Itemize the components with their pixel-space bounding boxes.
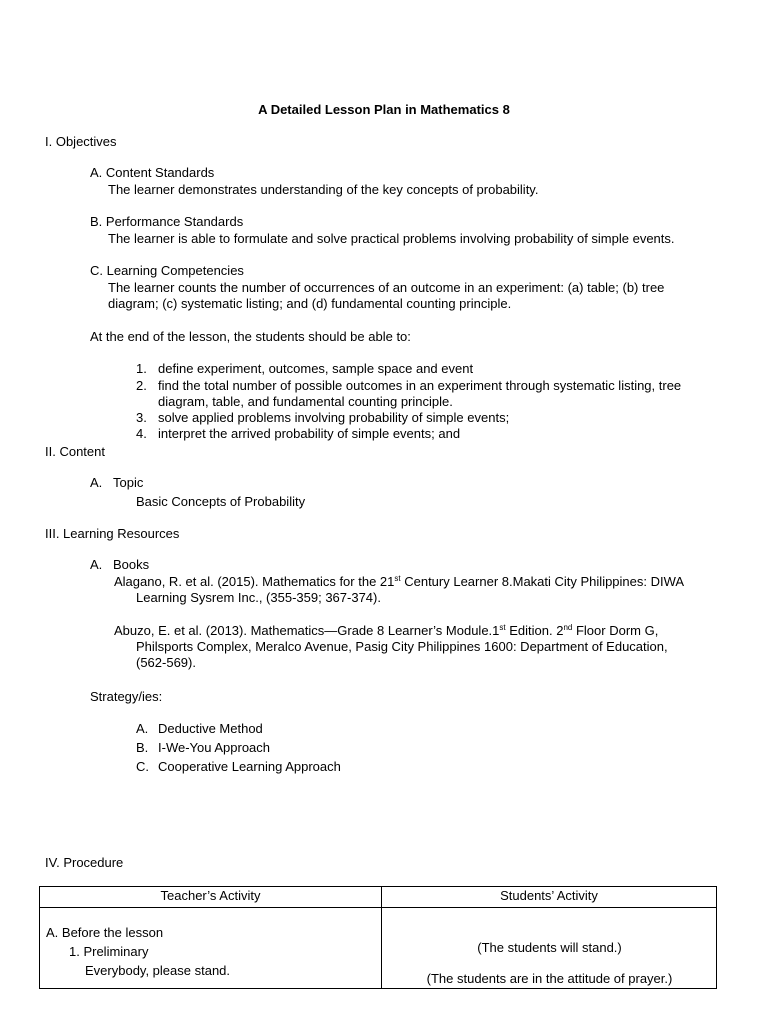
students-activity-cell	[382, 908, 717, 989]
reference-2-line2: Philsports Complex, Meralco Avenue, Pasig City Philippines 1600: Department of Education,	[136, 639, 668, 654]
content-standards-label: A. Content Standards	[90, 165, 215, 180]
strategy-item	[136, 759, 341, 775]
reference-1-line1	[114, 574, 684, 590]
strategy-item	[136, 740, 270, 756]
reference-1-line2: Learning Sysrem Inc., (355-359; 367-374).	[136, 590, 381, 605]
strategy-letter: A.	[136, 721, 149, 736]
books-word: Books	[113, 557, 150, 572]
topic-label	[90, 475, 143, 491]
reference-2-part-c: Floor Dorm G,	[572, 623, 659, 638]
reference-2-line3: (562-569).	[136, 655, 196, 670]
list-text: solve applied problems involving probability of simple events;	[158, 410, 510, 425]
reference-2-part-a: Abuzo, E. et al. (2013). Mathematics—Grade 8 Learner’s Module.1	[114, 623, 500, 638]
books-letter: A.	[90, 557, 103, 572]
list-item-continuation: diagram, table, and fundamental counting principle.	[158, 394, 453, 409]
teacher-activity-cell	[40, 908, 382, 989]
reference-2-sup-1: st	[499, 623, 506, 632]
reference-1-part-b: Century Learner 8.Makati City Philippines: DIWA	[400, 574, 685, 589]
column-header-students: Students’ Activity	[382, 887, 717, 908]
column-header-teacher: Teacher’s Activity	[40, 887, 382, 908]
objectives-intro: At the end of the lesson, the students should be able to:	[90, 329, 411, 344]
list-item	[136, 426, 460, 442]
procedure-table	[39, 886, 717, 989]
topic-text: Basic Concepts of Probability	[136, 494, 306, 509]
reference-1-sup: st	[394, 574, 401, 583]
learning-competencies-text-line2: diagram; (c) systematic listing; and (d) fundamental counting principle.	[108, 296, 512, 311]
books-label	[90, 557, 149, 573]
list-text: find the total number of possible outcomes in an experiment through systematic listing, tree	[158, 378, 682, 393]
student-line-stand: (The students will stand.)	[477, 940, 622, 955]
section-heading-objectives: I. Objectives	[45, 134, 117, 149]
learning-competencies-text-line1: The learner counts the number of occurrences of an outcome in an experiment: (a) table; (b) tree	[108, 280, 665, 295]
list-number: 3.	[136, 410, 147, 425]
performance-standards-label: B. Performance Standards	[90, 214, 244, 229]
teacher-line-preliminary: 1. Preliminary	[69, 944, 149, 959]
topic-letter: A.	[90, 475, 103, 490]
section-heading-resources: III. Learning Resources	[45, 526, 180, 541]
teacher-line-stand: Everybody, please stand.	[85, 963, 231, 978]
page-title: A Detailed Lesson Plan in Mathematics 8	[258, 102, 510, 117]
content-standards-text: The learner demonstrates understanding of the key concepts of probability.	[108, 182, 539, 197]
section-heading-content: II. Content	[45, 444, 105, 459]
strategy-letter: B.	[136, 740, 149, 755]
strategy-label: Cooperative Learning Approach	[158, 759, 341, 774]
strategies-heading: Strategy/ies:	[90, 689, 163, 704]
table-row	[40, 908, 717, 989]
reference-2-line1	[114, 623, 658, 639]
list-item	[136, 361, 473, 377]
strategy-letter: C.	[136, 759, 149, 774]
student-line-prayer: (The students are in the attitude of prayer.)	[426, 971, 673, 986]
list-text: interpret the arrived probability of simple events; and	[158, 426, 461, 441]
teacher-line-before-lesson: A. Before the lesson	[46, 925, 164, 940]
strategy-item	[136, 721, 263, 737]
table-header-row	[40, 887, 717, 908]
reference-2-part-b: Edition. 2	[505, 623, 564, 638]
learning-competencies-label: C. Learning Competencies	[90, 263, 244, 278]
list-item	[136, 378, 681, 394]
strategy-label: I-We-You Approach	[158, 740, 271, 755]
list-text: define experiment, outcomes, sample space and event	[158, 361, 474, 376]
list-number: 4.	[136, 426, 147, 441]
list-number: 2.	[136, 378, 147, 393]
reference-1-part-a: Alagano, R. et al. (2015). Mathematics for the 21	[114, 574, 395, 589]
strategy-label: Deductive Method	[158, 721, 263, 736]
topic-word: Topic	[113, 475, 144, 490]
list-number: 1.	[136, 361, 147, 376]
section-heading-procedure: IV. Procedure	[45, 855, 124, 870]
performance-standards-text: The learner is able to formulate and solve practical problems involving probability of simple events.	[108, 231, 675, 246]
list-item	[136, 410, 509, 426]
reference-2-sup-2: nd	[563, 623, 573, 632]
